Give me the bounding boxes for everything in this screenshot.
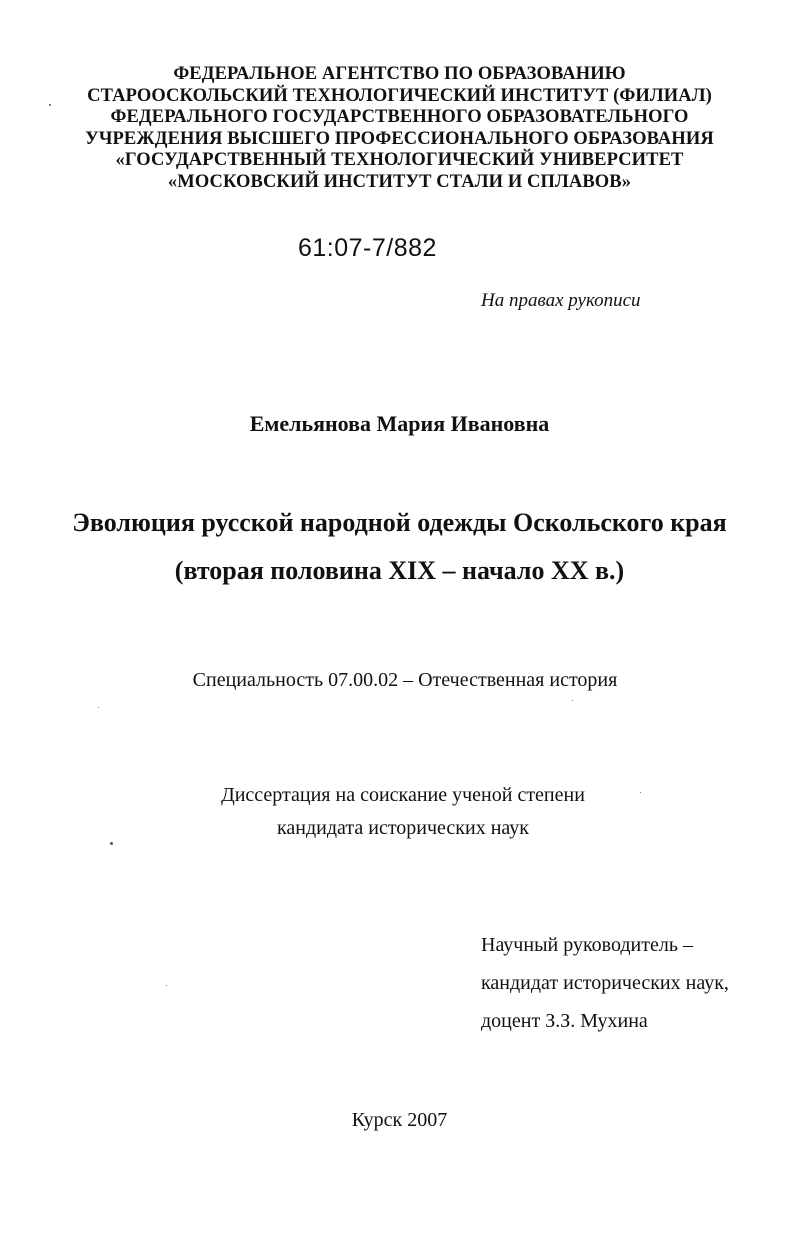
title-line: Эволюция русской народной одежды Оскольского края xyxy=(72,508,727,537)
header-line: «МОСКОВСКИЙ ИНСТИТУТ СТАЛИ И СПЛАВОВ» xyxy=(167,171,632,192)
advisor-line: Научный руководитель – xyxy=(481,934,693,956)
header-line: «ГОСУДАРСТВЕННЫЙ ТЕХНОЛОГИЧЕСКИЙ УНИВЕРСИТЕТ xyxy=(115,150,684,170)
header-line: ФЕДЕРАЛЬНОГО ГОСУДАРСТВЕННОГО ОБРАЗОВАТЕЛЬНОГО xyxy=(110,107,689,127)
degree-line: Диссертация на соискание ученой степени xyxy=(221,784,585,806)
scan-speck xyxy=(640,792,641,793)
advisor-line: кандидат исторических наук, xyxy=(481,972,729,994)
header-line: УЧРЕЖДЕНИЯ ВЫСШЕГО ПРОФЕССИОНАЛЬНОГО ОБРАЗОВАНИЯ xyxy=(85,128,714,149)
specialty: Специальность 07.00.02 – Отечественная история xyxy=(192,669,618,691)
scan-speck xyxy=(49,104,51,106)
scientific-advisor xyxy=(481,926,729,1040)
scan-speck xyxy=(572,700,573,701)
scan-speck xyxy=(166,985,167,986)
rights-note: На правах рукописи xyxy=(481,290,641,311)
scan-speck xyxy=(110,842,113,845)
institution-header xyxy=(0,64,799,193)
author-name: Емельянова Мария Ивановна xyxy=(249,411,550,436)
catalog-number: 61:07-7/882 xyxy=(298,234,437,262)
place-and-year: Курск 2007 xyxy=(351,1109,448,1131)
scan-speck xyxy=(98,707,99,708)
advisor-line: доцент З.З. Мухина xyxy=(481,1010,648,1032)
header-line: СТАРООСКОЛЬСКИЙ ТЕХНОЛОГИЧЕСКИЙ ИНСТИТУТ (ФИЛИАЛ) xyxy=(87,85,712,106)
dissertation-title xyxy=(0,499,799,595)
degree-statement xyxy=(0,779,799,845)
title-line: (вторая половина XIX – начало XX в.) xyxy=(174,556,625,585)
header-line: ФЕДЕРАЛЬНОЕ АГЕНТСТВО ПО ОБРАЗОВАНИЮ xyxy=(173,64,626,84)
degree-line: кандидата исторических наук xyxy=(276,817,530,839)
